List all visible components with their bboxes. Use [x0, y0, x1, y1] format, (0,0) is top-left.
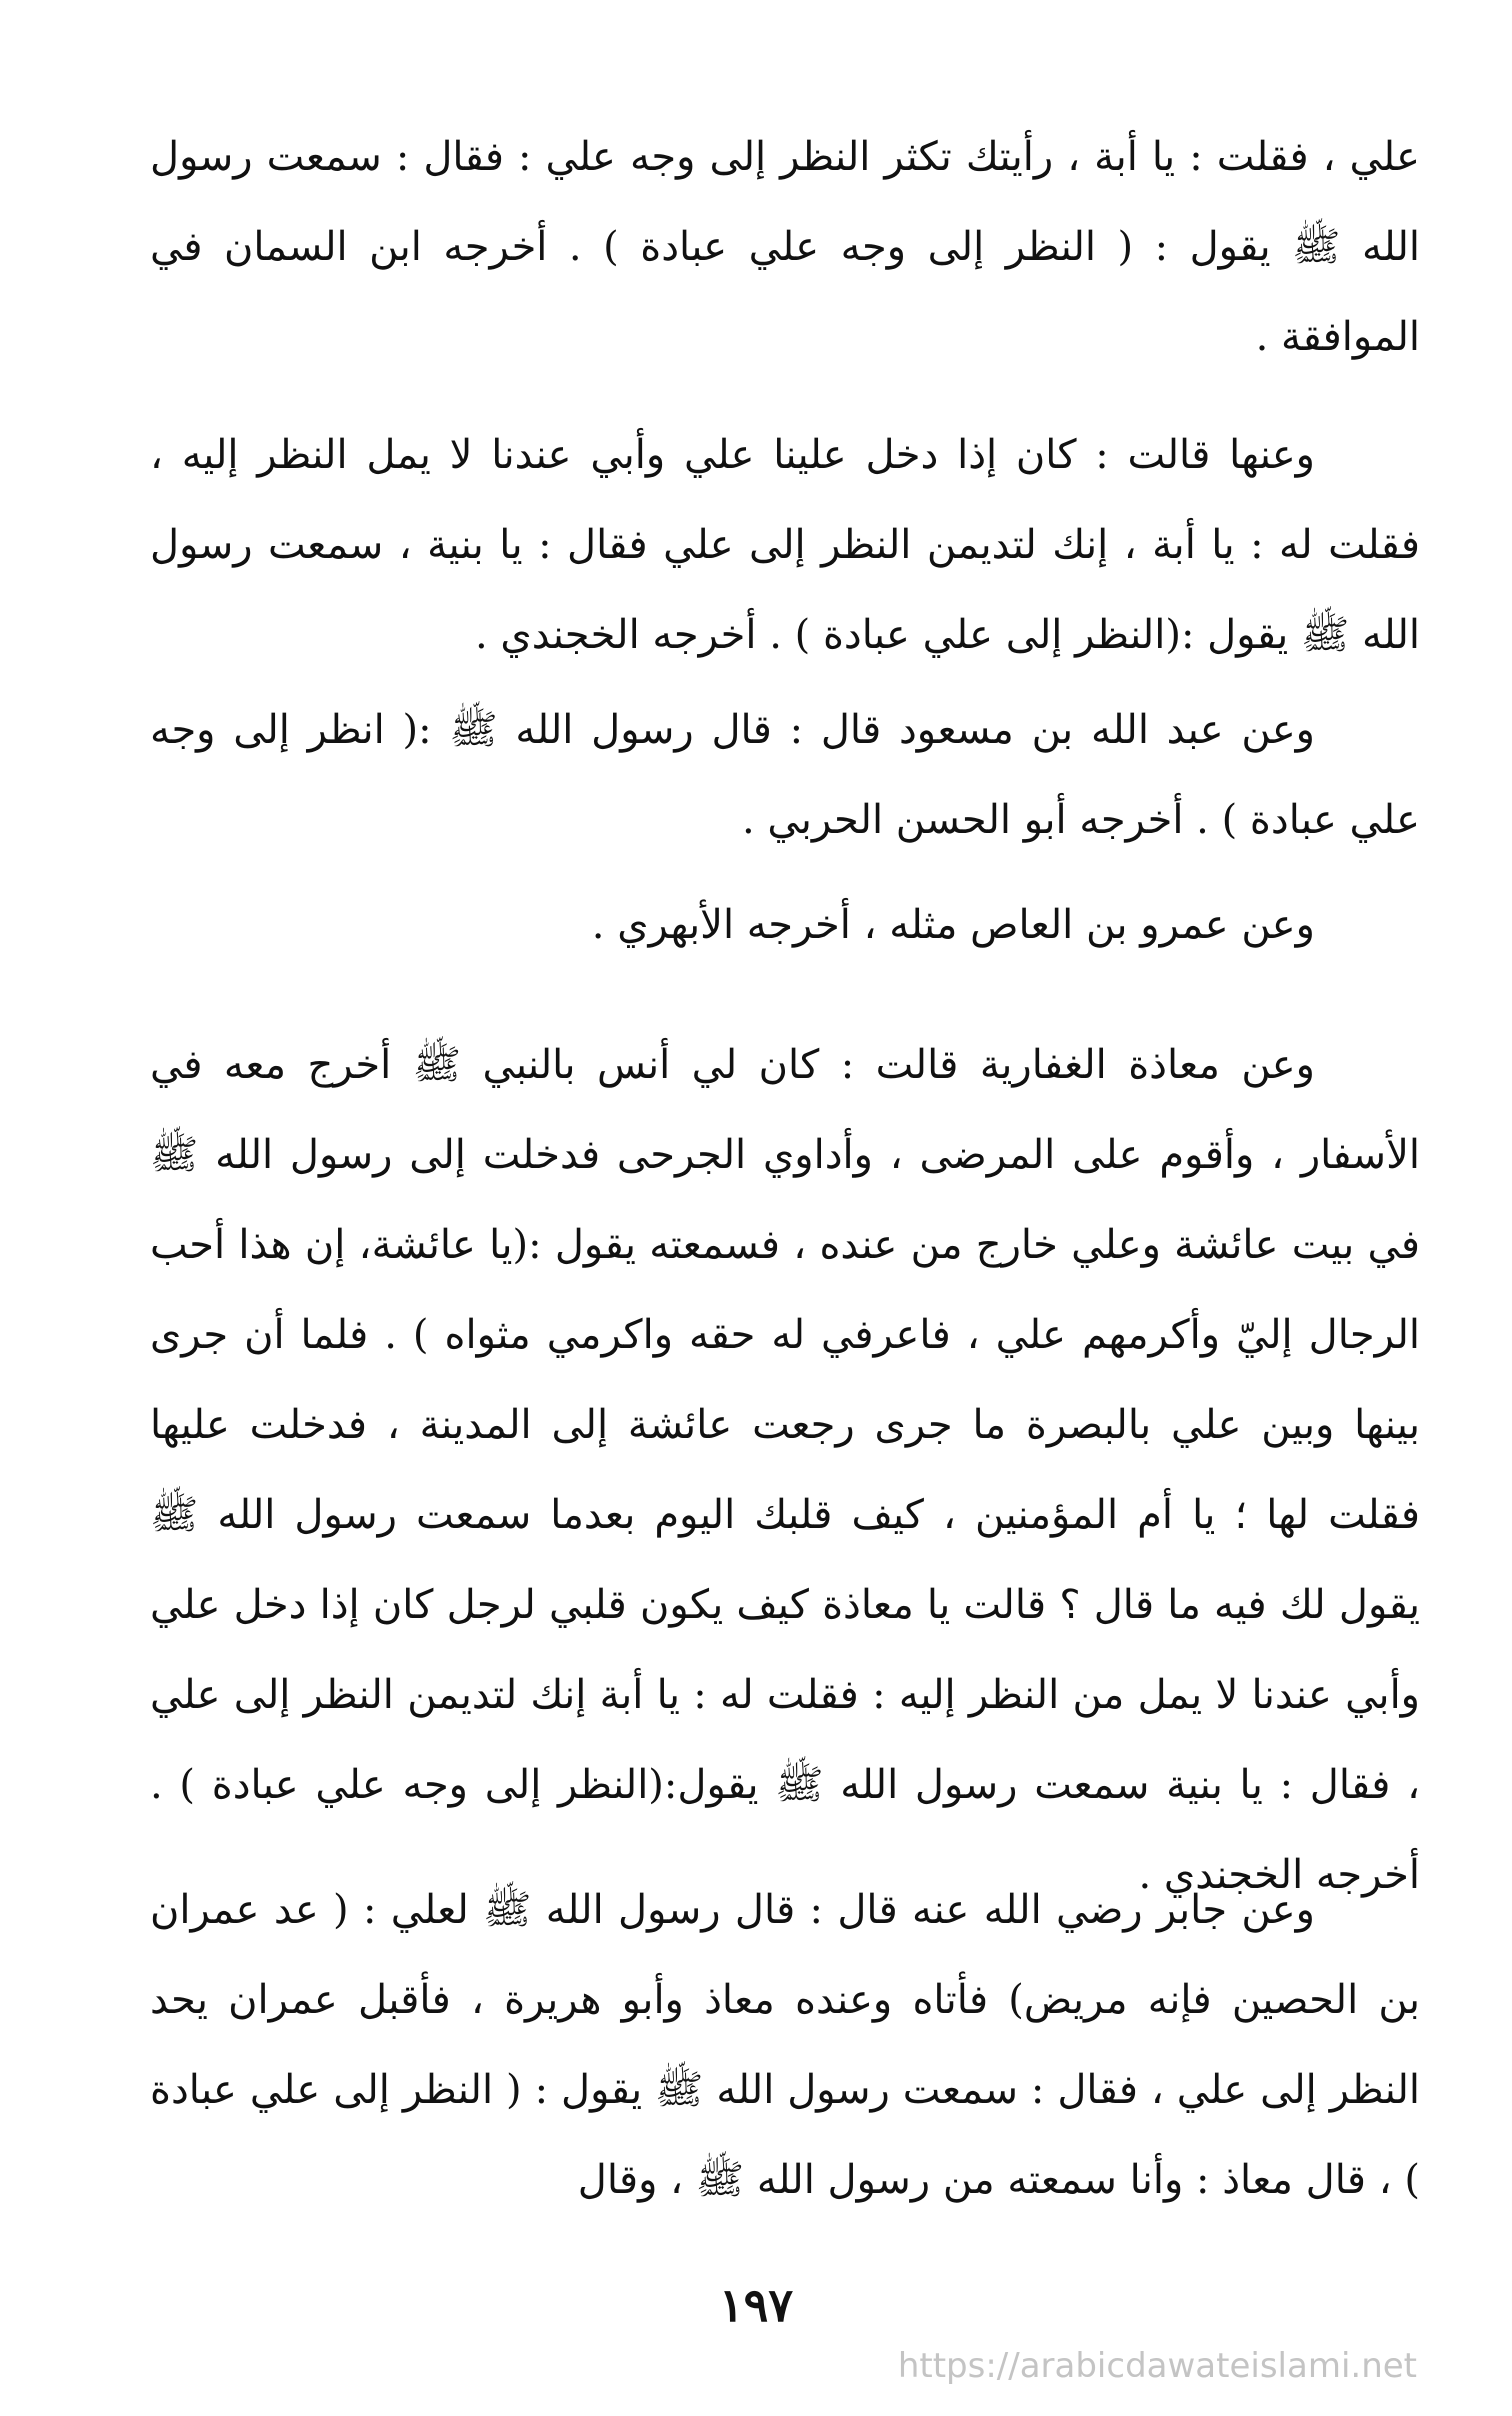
text-paragraph	[150, 410, 1420, 680]
page-number: ١٩٧	[718, 2278, 794, 2332]
watermark-url: https://arabicdawateislami.net	[897, 2346, 1417, 2386]
paragraph-text: وعن عبد الله بن مسعود قال : قال رسول الله ﷺ :( انظر إلى وجه علي عبادة ) . أخرجه أبو الحسن الحربي .	[150, 707, 1420, 843]
paragraph-text: وعن عمرو بن العاص مثله ، أخرجه الأبهري .	[591, 902, 1315, 948]
paragraph-text: علي ، فقلت : يا أبة ، رأيتك تكثر النظر إلى وجه علي : فقال : سمعت رسول الله ﷺ يقول : ( النظر إلى وجه علي عبادة ) . أخرجه ابن السمان في الموافقة .	[150, 134, 1420, 360]
text-paragraph	[150, 880, 1420, 970]
paragraph-text: وعنها قالت : كان إذا دخل علينا علي وأبي عندنا لا يمل النظر إليه ، فقلت له : يا أبة ، إنك لتديمن النظر إلى علي فقال : يا بنية ، سمعت رسول الله ﷺ يقول :(النظر إلى علي عبادة ) . أخرجه الخجندي .	[150, 432, 1420, 658]
text-paragraph	[150, 685, 1420, 865]
paragraph-text: وعن جابر رضي الله عنه قال : قال رسول الله ﷺ لعلي : ( عد عمران بن الحصين فإنه مريض) فأتاه وعنده معاذ وأبو هريرة ، فأقبل عمران يحد النظر إلى علي ، فقال : سمعت رسول الله ﷺ يقول : ( النظر إلى علي عبادة ) ، قال معاذ : وأنا سمعته من رسول الله ﷺ ، وقال	[150, 1887, 1420, 2203]
text-paragraph	[150, 1865, 1420, 2225]
text-paragraph	[150, 112, 1420, 382]
text-paragraph	[150, 1020, 1420, 1920]
paragraph-text: وعن معاذة الغفارية قالت : كان لي أنس بالنبي ﷺ أخرج معه في الأسفار ، وأقوم على المرضى ، وأداوي الجرحى فدخلت إلى رسول الله ﷺ في بيت عائشة وعلي خارج من عنده ، فسمعته يقول :(يا عائشة، إن هذا أحب الرجال إليّ وأكرمهم علي ، فاعرفي له حقه واكرمي مثواه ) . فلما أن جرى بينها وبين علي بالبصرة ما جرى رجعت عائشة إلى المدينة ، فدخلت عليها فقلت لها ؛ يا أم المؤمنين ، كيف قلبك اليوم بعدما سمعت رسول الله ﷺ يقول لك فيه ما قال ؟ قالت يا معاذة كيف يكون قلبي لرجل كان إذا دخل علي وأبي عندنا لا يمل من النظر إليه : فقلت له : يا أبة إنك لتديمن النظر إلى علي ، فقال : يا بنية سمعت رسول الله ﷺ يقول:(النظر إلى وجه علي عبادة ) . أخرجه الخجندي .	[150, 1042, 1421, 1898]
